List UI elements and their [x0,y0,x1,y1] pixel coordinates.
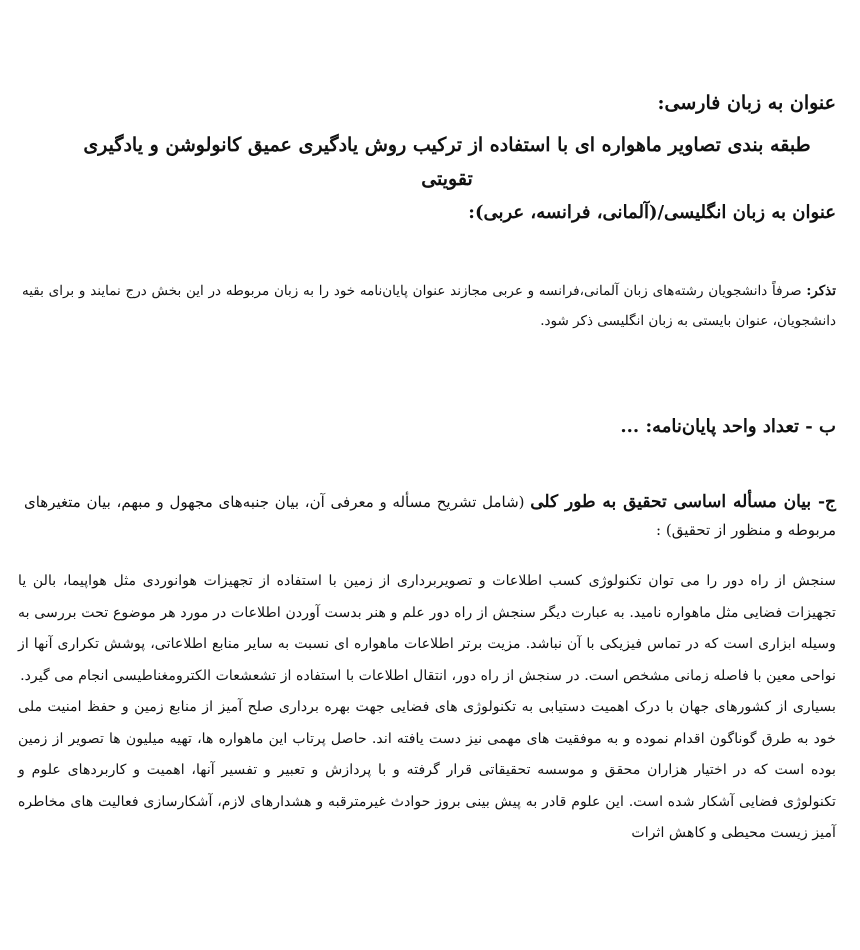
note-label: تذکر: [806,283,837,299]
thesis-units-label: ب - تعداد واحد پایان‌نامه: ... [620,416,836,437]
english-title-label: عنوان به زبان انگلیسی/(آلمانی، فرانسه، عربی): [468,202,836,223]
section-c-subheading: (شامل تشریح مسأله و معرفی آن، بیان جنبه‌های مجهول و مبهم، بیان متغیرهای مربوطه و منظور از تحقیق) : [24,493,836,539]
persian-title-label: عنوان به زبان فارسی: [657,92,836,114]
body-paragraph-1: سنجش از راه دور را می توان تکنولوژی کسب اطلاعات و تصویربرداری از زمین با استفاده از تجهیزات هوانوردی مثل هواپیما، بالن یا تجهیزات فضایی مثل ماهواره نامید. به عبارت دیگر سنجش از راه دور علم و هنر بدست آوردن اطلاعات در مورد هر موضوع تحت بررسی به وسیله ابزاری است که در تماس فیزیکی با آن نباشد. مزیت برتر اطلاعات ماهواره ای نسبت به سایر منابع اطلاعاتی، پوشش تکراری آنها از نواحی معین با فاصله زمانی مشخص است. در سنجش از راه دور، انتقال اطلاعات با استفاده از تشعشعات الکترومغناطیسی انجام می گیرد. [18,573,836,684]
note-text: صرفاً دانشجویان رشته‌های زبان آلمانی،فرانسه و عربی مجازند عنوان پایان‌نامه خود را به زبان مربوطه در این بخش درج نمایند و برای بقیه دانشجویان، عنوان بایستی به زبان انگلیسی ذکر شود. [22,283,836,329]
section-c [24,488,836,544]
section-c-heading: ج- بیان مسأله اساسی تحقیق به طور کلی [530,492,836,512]
persian-title: طبقه بندی تصاویر ماهواره ای با استفاده از ترکیب روش یادگیری عمیق کانولوشن و یادگیری تقویتی [83,134,811,190]
body-paragraph-2: بسیاری از کشورهای جهان با درک اهمیت دستیابی به تکنولوژی های فضایی جهت بهره برداری صلح آمیز از منابع زمین و حفظ امنیت ملی خود به طرق گوناگون اقدام نموده و به موفقیت های مهمی نیز دست یافته اند. حاصل پرتاب این ماهواره ها، تهیه میلیون ها تصویر از زمین بوده است که در اختیار هزاران محقق و موسسه تحقیقاتی قرار گرفته و با پردازش و تعبیر و تفسیر آنها، اهمیت و کاربردهای علوم و تکنولوژی فضایی آشکار شده است. این علوم قادر به پیش بینی بروز حوادث غیرمترقبه و هشدارهای لازم، آشکارسازی فعالیت های مخاطره آمیز زیست محیطی و کاهش اثرات [18,699,836,841]
note-paragraph [22,276,836,336]
section-c-body [18,566,836,850]
